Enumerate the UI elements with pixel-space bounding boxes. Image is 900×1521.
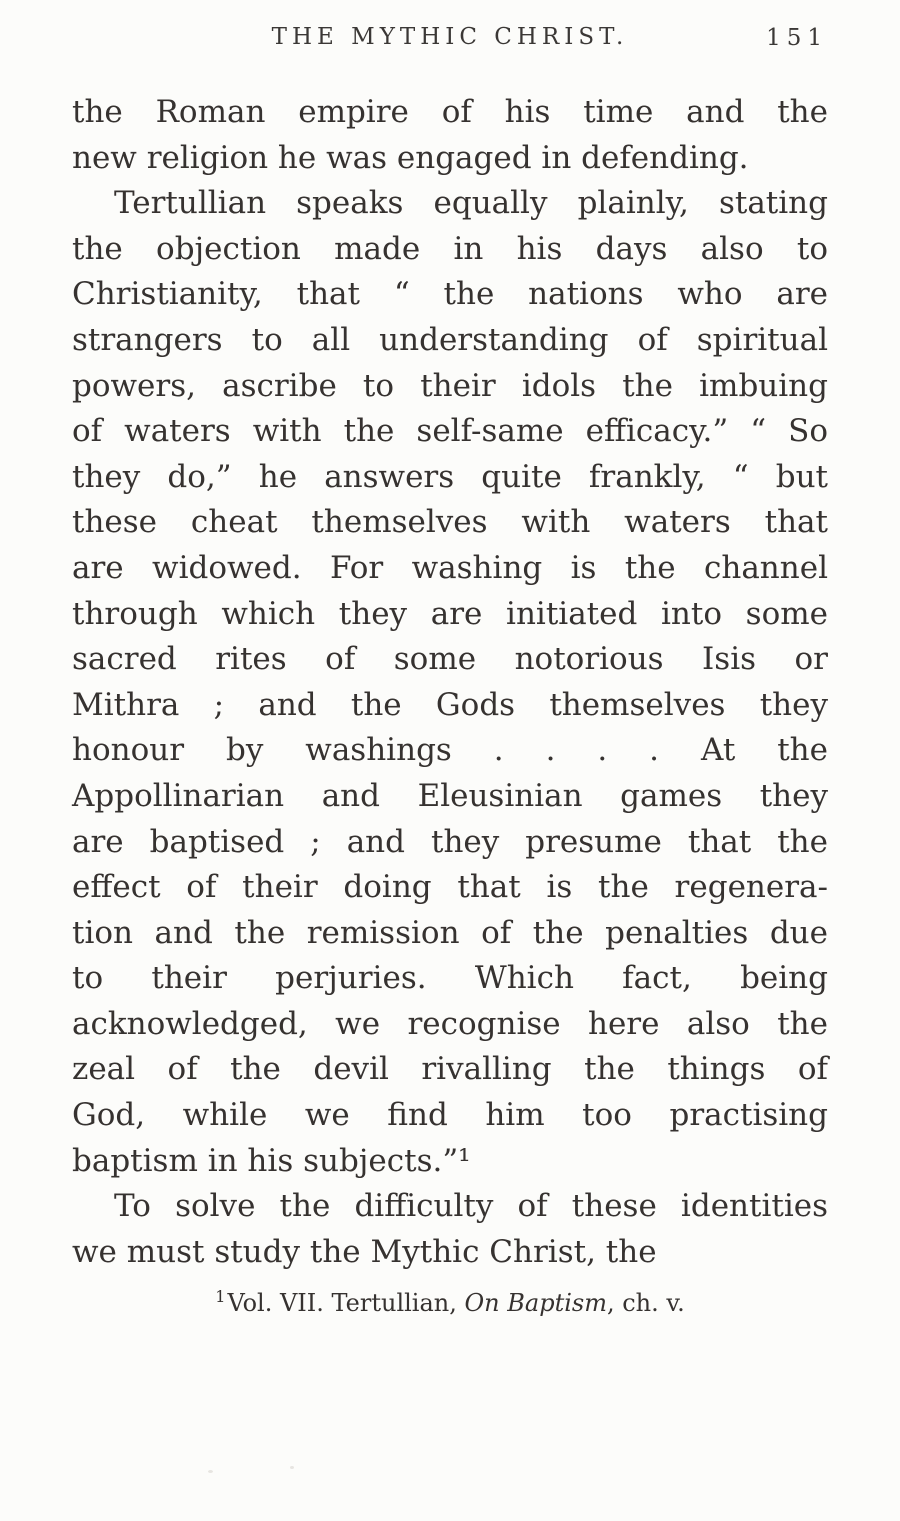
text-line: of waters with the self-same efficacy.” “ So bbox=[72, 413, 828, 450]
text-line: tion and the remission of the penalties due bbox=[72, 914, 828, 951]
text-line: powers, ascribe to their idols the imbuing bbox=[72, 367, 828, 404]
paragraph bbox=[72, 90, 828, 181]
text-line: they do,” he answers quite frankly, “ but bbox=[72, 458, 828, 495]
text-line: sacred rites of some notorious Isis or bbox=[72, 641, 828, 678]
paragraph bbox=[72, 1184, 828, 1275]
running-header bbox=[72, 24, 828, 68]
text-line: the Roman empire of his time and the bbox=[72, 94, 828, 130]
scan-artifact bbox=[208, 1470, 213, 1473]
text-line: Mithra ; and the Gods themselves they bbox=[72, 686, 828, 723]
footnote-text-post: , ch. v. bbox=[606, 1289, 685, 1318]
text-line: these cheat themselves with waters that bbox=[72, 504, 828, 541]
page-body bbox=[72, 90, 828, 1275]
text-line: the objection made in his days also to bbox=[72, 230, 828, 267]
footnote-text-pre: Vol. VII. Tertullian, bbox=[227, 1289, 465, 1318]
text-line: Tertullian speaks equally plainly, stating bbox=[114, 185, 828, 222]
text-line: are baptised ; and they presume that the bbox=[72, 823, 828, 860]
text-line: baptism in his subjects.”¹ bbox=[72, 1142, 471, 1179]
footnote-work-title: On Baptism bbox=[464, 1289, 607, 1318]
text-line: honour by washings . . . . At the bbox=[72, 732, 828, 769]
page-number: 151 bbox=[766, 25, 828, 51]
text-line: strangers to all understanding of spiritual bbox=[72, 321, 828, 358]
text-line: to their perjuries. Which fact, being bbox=[72, 960, 828, 997]
paragraph bbox=[72, 181, 828, 1184]
footnote bbox=[72, 1287, 828, 1317]
text-line: through which they are initiated into some bbox=[72, 595, 828, 632]
page bbox=[72, 0, 828, 1317]
text-line: zeal of the devil rivalling the things of bbox=[72, 1051, 828, 1088]
text-line: Christianity, that “ the nations who are bbox=[72, 276, 828, 313]
text-line: we must study the Mythic Christ, the bbox=[72, 1233, 657, 1270]
footnote-marker: 1 bbox=[215, 1287, 226, 1307]
text-line: God, while we find him too practising bbox=[72, 1097, 828, 1134]
text-line: To solve the difficulty of these identities bbox=[114, 1188, 828, 1225]
text-line: acknowledged, we recognise here also the bbox=[72, 1005, 828, 1042]
text-line: effect of their doing that is the regenera- bbox=[72, 869, 828, 906]
scan-artifact bbox=[290, 1466, 294, 1469]
header-title: THE MYTHIC CHRIST. bbox=[271, 24, 629, 50]
text-line: are widowed. For washing is the channel bbox=[72, 549, 828, 586]
text-line: Appollinarian and Eleusinian games they bbox=[72, 777, 828, 814]
text-line: new religion he was engaged in defending. bbox=[72, 139, 749, 176]
